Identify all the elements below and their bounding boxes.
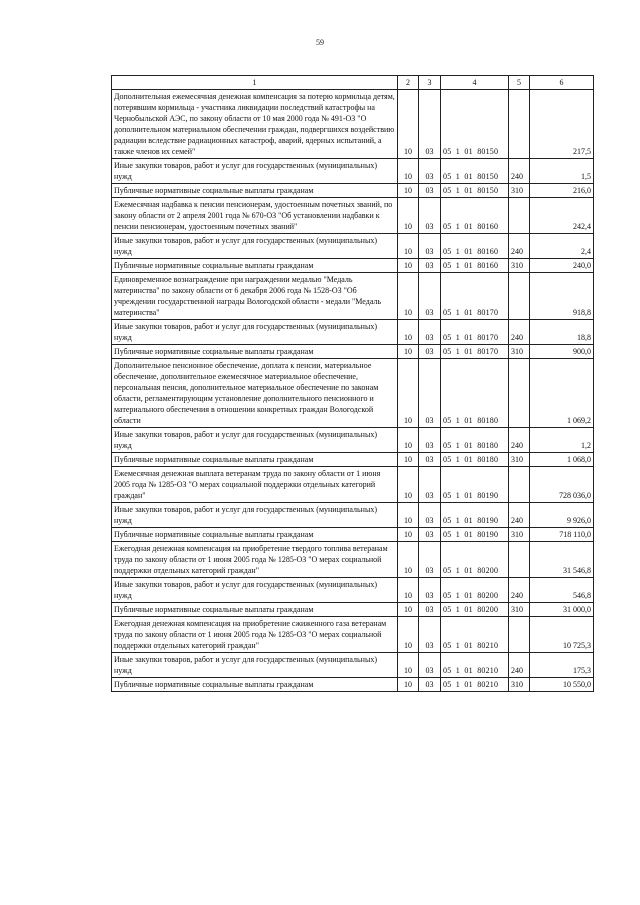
amount-cell: 918,8 xyxy=(530,273,594,320)
amount-cell: 18,8 xyxy=(530,320,594,345)
section-code-cell: 10 xyxy=(398,359,419,428)
subsection-code-cell: 03 xyxy=(419,542,441,578)
section-code-cell: 10 xyxy=(398,234,419,259)
subsection-code-cell: 03 xyxy=(419,503,441,528)
amount-cell: 1 068,0 xyxy=(530,453,594,467)
section-code-cell: 10 xyxy=(398,528,419,542)
amount-cell: 1 069,2 xyxy=(530,359,594,428)
table-row xyxy=(112,653,594,678)
expense-type-cell: 310 xyxy=(509,603,530,617)
header-cell-6: 6 xyxy=(530,76,594,90)
target-article-cell: 05 1 01 80150 xyxy=(441,159,509,184)
expense-name-cell: Иные закупки товаров, работ и услуг для государственных (муниципальных) нужд xyxy=(112,159,398,184)
table-row xyxy=(112,345,594,359)
target-article-cell: 05 1 01 80190 xyxy=(441,528,509,542)
table-row xyxy=(112,467,594,503)
target-article-cell: 05 1 01 80210 xyxy=(441,653,509,678)
expense-name-cell: Публичные нормативные социальные выплаты гражданам xyxy=(112,259,398,273)
section-code-cell: 10 xyxy=(398,345,419,359)
amount-cell: 900,0 xyxy=(530,345,594,359)
amount-cell: 217,5 xyxy=(530,90,594,159)
expense-name-cell: Публичные нормативные социальные выплаты гражданам xyxy=(112,453,398,467)
header-cell-3: 3 xyxy=(419,76,441,90)
target-article-cell: 05 1 01 80200 xyxy=(441,603,509,617)
expense-name-cell: Ежемесячная денежная выплата ветеранам труда по закону области от 1 июня 2005 года № 1285-ОЗ "О мерах социальной поддержки отдельных категорий граждан" xyxy=(112,467,398,503)
expense-type-cell: 310 xyxy=(509,259,530,273)
section-code-cell: 10 xyxy=(398,428,419,453)
target-article-cell: 05 1 01 80180 xyxy=(441,428,509,453)
subsection-code-cell: 03 xyxy=(419,90,441,159)
expense-type-cell xyxy=(509,359,530,428)
amount-cell: 31 546,8 xyxy=(530,542,594,578)
subsection-code-cell: 03 xyxy=(419,678,441,692)
table-row xyxy=(112,617,594,653)
expense-type-cell: 240 xyxy=(509,578,530,603)
target-article-cell: 05 1 01 80170 xyxy=(441,345,509,359)
target-article-cell: 05 1 01 80170 xyxy=(441,320,509,345)
amount-cell: 10 725,3 xyxy=(530,617,594,653)
target-article-cell: 05 1 01 80180 xyxy=(441,359,509,428)
expense-name-cell: Дополнительная ежемесячная денежная компенсация за потерю кормильца детям, потерявшим кормильца - участника ликвидации последствий катастрофы на Чернобыльской АЭС, по закону области от 10 мая 2000 года № 491-ОЗ "О дополнительном материальном обеспечении граждан, подвергшихся воздействию радиации вследствие радиационных катастроф, аварий, ядерных испытаний, а также членов их семей" xyxy=(112,90,398,159)
target-article-cell: 05 1 01 80210 xyxy=(441,678,509,692)
amount-cell: 9 926,0 xyxy=(530,503,594,528)
expense-type-cell xyxy=(509,467,530,503)
expense-name-cell: Публичные нормативные социальные выплаты гражданам xyxy=(112,678,398,692)
expense-name-cell: Дополнительное пенсионное обеспечение, доплата к пенсии, материальное обеспечение, дополнительное ежемесячное материальное обеспечение, персональная пенсия, дополнительное материальное обеспечение по законам области, регламентирующим установление дополнительного пенсионного и материального обеспечения в отношении конкретных граждан Вологодской области xyxy=(112,359,398,428)
table-row xyxy=(112,234,594,259)
target-article-cell: 05 1 01 80190 xyxy=(441,503,509,528)
subsection-code-cell: 03 xyxy=(419,234,441,259)
subsection-code-cell: 03 xyxy=(419,320,441,345)
amount-cell: 728 036,0 xyxy=(530,467,594,503)
amount-cell: 718 110,0 xyxy=(530,528,594,542)
amount-cell: 240,0 xyxy=(530,259,594,273)
expense-name-cell: Иные закупки товаров, работ и услуг для государственных (муниципальных) нужд xyxy=(112,320,398,345)
target-article-cell: 05 1 01 80200 xyxy=(441,578,509,603)
subsection-code-cell: 03 xyxy=(419,259,441,273)
table-row xyxy=(112,359,594,428)
target-article-cell: 05 1 01 80150 xyxy=(441,90,509,159)
expense-name-cell: Иные закупки товаров, работ и услуг для государственных (муниципальных) нужд xyxy=(112,234,398,259)
table-row xyxy=(112,259,594,273)
header-cell-4: 4 xyxy=(441,76,509,90)
amount-cell: 242,4 xyxy=(530,198,594,234)
section-code-cell: 10 xyxy=(398,184,419,198)
expense-type-cell xyxy=(509,617,530,653)
section-code-cell: 10 xyxy=(398,198,419,234)
expense-type-cell: 310 xyxy=(509,453,530,467)
subsection-code-cell: 03 xyxy=(419,359,441,428)
section-code-cell: 10 xyxy=(398,320,419,345)
target-article-cell: 05 1 01 80160 xyxy=(441,234,509,259)
expense-type-cell: 240 xyxy=(509,320,530,345)
section-code-cell: 10 xyxy=(398,503,419,528)
expense-type-cell: 240 xyxy=(509,653,530,678)
expense-type-cell: 240 xyxy=(509,503,530,528)
expense-name-cell: Ежегодная денежная компенсация на приобретение сжиженного газа ветеранам труда по закону области от 1 июня 2005 года № 1285-ОЗ "О мерах социальной поддержки отдельных категорий граждан" xyxy=(112,617,398,653)
expense-name-cell: Иные закупки товаров, работ и услуг для государственных (муниципальных) нужд xyxy=(112,503,398,528)
expense-type-cell: 310 xyxy=(509,678,530,692)
expense-type-cell: 240 xyxy=(509,234,530,259)
table-row xyxy=(112,198,594,234)
expense-name-cell: Иные закупки товаров, работ и услуг для государственных (муниципальных) нужд xyxy=(112,428,398,453)
table-row xyxy=(112,603,594,617)
amount-cell: 31 000,0 xyxy=(530,603,594,617)
target-article-cell: 05 1 01 80160 xyxy=(441,198,509,234)
section-code-cell: 10 xyxy=(398,617,419,653)
expense-type-cell: 240 xyxy=(509,159,530,184)
expense-type-cell xyxy=(509,90,530,159)
expense-name-cell: Публичные нормативные социальные выплаты гражданам xyxy=(112,603,398,617)
subsection-code-cell: 03 xyxy=(419,603,441,617)
subsection-code-cell: 03 xyxy=(419,617,441,653)
expense-type-cell: 310 xyxy=(509,184,530,198)
header-cell-2: 2 xyxy=(398,76,419,90)
section-code-cell: 10 xyxy=(398,578,419,603)
amount-cell: 1,2 xyxy=(530,428,594,453)
expense-type-cell: 310 xyxy=(509,528,530,542)
target-article-cell: 05 1 01 80160 xyxy=(441,259,509,273)
budget-table xyxy=(111,75,594,692)
expense-type-cell: 240 xyxy=(509,428,530,453)
expense-name-cell: Иные закупки товаров, работ и услуг для государственных (муниципальных) нужд xyxy=(112,578,398,603)
subsection-code-cell: 03 xyxy=(419,467,441,503)
subsection-code-cell: 03 xyxy=(419,198,441,234)
subsection-code-cell: 03 xyxy=(419,345,441,359)
table-row xyxy=(112,320,594,345)
target-article-cell: 05 1 01 80210 xyxy=(441,617,509,653)
subsection-code-cell: 03 xyxy=(419,653,441,678)
expense-type-cell xyxy=(509,542,530,578)
table-row xyxy=(112,428,594,453)
section-code-cell: 10 xyxy=(398,653,419,678)
target-article-cell: 05 1 01 80170 xyxy=(441,273,509,320)
expense-name-cell: Публичные нормативные социальные выплаты гражданам xyxy=(112,345,398,359)
amount-cell: 546,8 xyxy=(530,578,594,603)
subsection-code-cell: 03 xyxy=(419,453,441,467)
target-article-cell: 05 1 01 80180 xyxy=(441,453,509,467)
subsection-code-cell: 03 xyxy=(419,428,441,453)
section-code-cell: 10 xyxy=(398,467,419,503)
amount-cell: 10 550,0 xyxy=(530,678,594,692)
section-code-cell: 10 xyxy=(398,159,419,184)
section-code-cell: 10 xyxy=(398,678,419,692)
expense-type-cell xyxy=(509,198,530,234)
header-cell-5: 5 xyxy=(509,76,530,90)
table-row xyxy=(112,578,594,603)
table-row xyxy=(112,503,594,528)
header-cell-1: 1 xyxy=(112,76,398,90)
table-row xyxy=(112,528,594,542)
table-row xyxy=(112,678,594,692)
subsection-code-cell: 03 xyxy=(419,578,441,603)
table-row xyxy=(112,542,594,578)
subsection-code-cell: 03 xyxy=(419,159,441,184)
expense-name-cell: Публичные нормативные социальные выплаты гражданам xyxy=(112,184,398,198)
expense-name-cell: Иные закупки товаров, работ и услуг для государственных (муниципальных) нужд xyxy=(112,653,398,678)
table-row xyxy=(112,90,594,159)
amount-cell: 216,0 xyxy=(530,184,594,198)
section-code-cell: 10 xyxy=(398,273,419,320)
amount-cell: 2,4 xyxy=(530,234,594,259)
target-article-cell: 05 1 01 80200 xyxy=(441,542,509,578)
expense-type-cell xyxy=(509,273,530,320)
page-number: 59 xyxy=(316,38,324,47)
expense-name-cell: Ежемесячная надбавка к пенсии пенсионерам, удостоенным почетных званий, по закону области от 2 апреля 2001 года № 670-ОЗ "Об установлении надбавки к пенсии пенсионерам, удостоенным почетных званий" xyxy=(112,198,398,234)
table-body xyxy=(112,90,594,692)
section-code-cell: 10 xyxy=(398,90,419,159)
section-code-cell: 10 xyxy=(398,603,419,617)
table-row xyxy=(112,184,594,198)
expense-name-cell: Ежегодная денежная компенсация на приобретение твердого топлива ветеранам труда по закону области от 1 июня 2005 года № 1285-ОЗ "О мерах социальной поддержки отдельных категорий граждан" xyxy=(112,542,398,578)
table-header-row xyxy=(112,76,594,90)
subsection-code-cell: 03 xyxy=(419,184,441,198)
subsection-code-cell: 03 xyxy=(419,528,441,542)
amount-cell: 175,3 xyxy=(530,653,594,678)
section-code-cell: 10 xyxy=(398,542,419,578)
expense-name-cell: Единовременное вознаграждение при награждении медалью "Медаль материнства" по закону области от 6 декабря 2006 года № 1528-ОЗ "Об учреждении государственной награды Вологодской области - медали "Медаль материнства" xyxy=(112,273,398,320)
table-row xyxy=(112,159,594,184)
table-row xyxy=(112,273,594,320)
expense-type-cell: 310 xyxy=(509,345,530,359)
target-article-cell: 05 1 01 80150 xyxy=(441,184,509,198)
target-article-cell: 05 1 01 80190 xyxy=(441,467,509,503)
amount-cell: 1,5 xyxy=(530,159,594,184)
expense-name-cell: Публичные нормативные социальные выплаты гражданам xyxy=(112,528,398,542)
table-row xyxy=(112,453,594,467)
section-code-cell: 10 xyxy=(398,453,419,467)
section-code-cell: 10 xyxy=(398,259,419,273)
subsection-code-cell: 03 xyxy=(419,273,441,320)
